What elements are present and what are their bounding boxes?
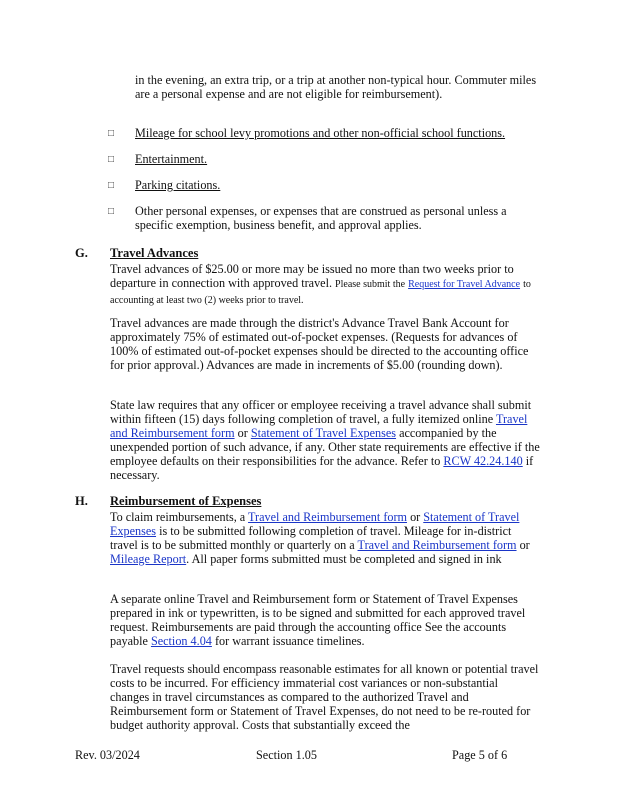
footer-revision: Rev. 03/2024 bbox=[75, 748, 140, 762]
paragraph-text: To claim reimbursements, a bbox=[110, 510, 246, 524]
travel-reimbursement-form-link[interactable]: Travel and Reimbursement form bbox=[357, 538, 517, 552]
mileage-report-link[interactable]: Mileage Report bbox=[110, 552, 187, 566]
statement-travel-expenses-link[interactable]: Statement of Travel Expenses bbox=[250, 426, 397, 440]
paragraph-text: for warrant issuance timelines. bbox=[214, 634, 365, 648]
square-bullet-icon: □ bbox=[108, 206, 115, 217]
section-g-paragraph-3 bbox=[110, 398, 540, 482]
paragraph-text: if necessary. bbox=[110, 454, 534, 482]
footer-section: Section 1.05 bbox=[256, 748, 317, 762]
section-link[interactable]: Section 4.04 bbox=[150, 634, 212, 648]
paragraph-text: Travel advances of $25.00 or more may be issued no more than two weeks prior to departure in connection with approved travel. bbox=[110, 262, 514, 290]
section-h-paragraph-1 bbox=[110, 510, 540, 566]
travel-reimbursement-form-link[interactable]: Travel and Reimbursement form bbox=[110, 412, 528, 440]
paragraph-text: or bbox=[237, 426, 248, 440]
bullet-item: Other personal expenses, or expenses that are construed as personal unless a specific exemption, business benefit, and approval applies. bbox=[135, 204, 507, 232]
bullet-item: Mileage for school levy promotions and other non-official school functions. bbox=[135, 126, 506, 140]
section-letter: H. bbox=[75, 494, 88, 508]
footer-page-number: Page 5 of 6 bbox=[452, 748, 508, 762]
paragraph-text: to accounting at least two (2) weeks prior to travel. bbox=[110, 279, 531, 306]
section-title: Travel Advances bbox=[110, 246, 199, 260]
section-title: Reimbursement of Expenses bbox=[110, 494, 262, 508]
request-travel-advance-link[interactable]: Request for Travel Advance bbox=[408, 279, 521, 290]
paragraph-text: Please submit the bbox=[335, 279, 406, 290]
paragraph-text: State law requires that any officer or employee receiving a travel advance shall submit within fifteen (15) days following completion of travel, a fully itemized online bbox=[110, 398, 532, 426]
paragraph-text: or bbox=[519, 538, 530, 552]
paragraph-text: A separate online Travel and Reimbursement form or Statement of Travel Expenses prepared in ink or typewritten, is to be signed and submitted for each approved travel request. Reimbursements are paid through the accounting office See the accounts payable bbox=[110, 592, 526, 648]
paragraph-text: . All paper forms submitted must be completed and signed in ink bbox=[186, 552, 502, 566]
section-g-paragraph-2: Travel advances are made through the district's Advance Travel Bank Account for approximately 75% of estimated out-of-pocket expenses. (Requests for advances of 100% of estimated out-of-pocket expenses should be directed to the accounting office for prior approval.) Advances are made in increments of $5.00 (rounding down). bbox=[110, 316, 529, 372]
square-bullet-icon: □ bbox=[108, 154, 115, 165]
paragraph-text: accompanied by the unexpended portion of such advance, if any. Other state requirements are effective if the employee defaults on their responsibilities for the advance. Refer to bbox=[110, 426, 540, 468]
square-bullet-icon: □ bbox=[108, 180, 115, 191]
square-bullet-icon: □ bbox=[108, 128, 115, 139]
section-h-paragraph-3: Travel requests should encompass reasonable estimates for all known or potential travel costs to be incurred. For efficiency immaterial cost variances or non-substantial changes in travel circumstances as compared to the authorized Travel and Reimbursement form or Statement of Travel Expenses, do not need to be re-routed for budget authority approval. Costs that substantially exceed the bbox=[110, 662, 539, 732]
intro-paragraph: in the evening, an extra trip, or a trip at another non-typical hour. Commuter miles are a personal expense and are not eligible for reimbursement). bbox=[135, 73, 537, 101]
section-g-paragraph-1 bbox=[110, 262, 540, 308]
statement-travel-expenses-link[interactable]: Statement of Travel Expenses bbox=[110, 510, 520, 538]
section-h-paragraph-2 bbox=[110, 592, 540, 648]
bullet-item: Entertainment. bbox=[135, 152, 208, 166]
rcw-link[interactable]: RCW 42.24.140 bbox=[443, 454, 523, 468]
paragraph-text: or bbox=[410, 510, 421, 524]
paragraph-text: is to be submitted following completion of travel. Mileage for in-district travel is to be submitted monthly or quarterly on a bbox=[110, 524, 512, 552]
travel-reimbursement-form-link[interactable]: Travel and Reimbursement form bbox=[248, 510, 408, 524]
section-letter: G. bbox=[75, 246, 88, 260]
bullet-item: Parking citations. bbox=[135, 178, 221, 192]
